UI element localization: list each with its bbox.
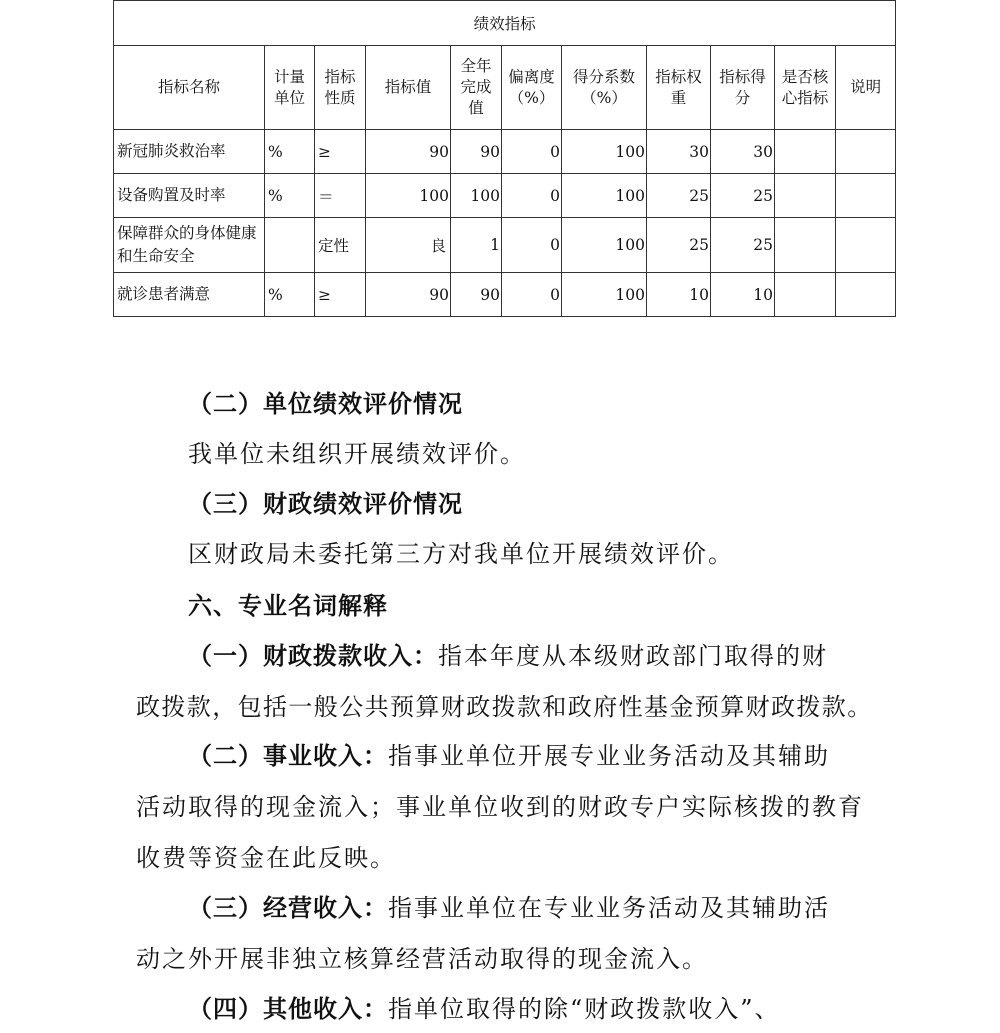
table-row: [114, 174, 896, 218]
header-cell: 指标名称: [114, 46, 265, 130]
actual-cell: 1: [451, 218, 502, 273]
table-title: 绩效指标: [114, 1, 896, 46]
nature-cell: ≥: [315, 273, 366, 317]
weight-cell: 25: [647, 218, 711, 273]
core-cell: [775, 218, 836, 273]
weight-cell: 25: [647, 174, 711, 218]
coefficient-cell: 100: [562, 174, 647, 218]
body-paragraph: 我单位未组织开展绩效评价。: [188, 440, 526, 468]
term-paragraph: [188, 641, 828, 671]
term-label: （二）事业收入：: [188, 742, 388, 770]
section-heading: （二）单位绩效评价情况: [188, 390, 463, 418]
nature-cell: ≥: [315, 130, 366, 174]
term-text: 指本年度从本级财政部门取得的财: [438, 642, 828, 670]
term-label: （一）财政拨款收入：: [188, 642, 438, 670]
target-cell: 90: [366, 130, 451, 174]
header-cell: 说明: [836, 46, 896, 130]
deviation-cell: 0: [502, 130, 562, 174]
score-cell: 10: [711, 273, 775, 317]
core-cell: [775, 130, 836, 174]
score-cell: 30: [711, 130, 775, 174]
term-text: 指事业单位开展专业业务活动及其辅助: [388, 742, 830, 770]
target-cell: 100: [366, 174, 451, 218]
weight-cell: 10: [647, 273, 711, 317]
note-cell: [836, 218, 896, 273]
header-cell: 得分系数（%）: [562, 46, 647, 130]
term-paragraph-cont: 政拨款，包括一般公共预算财政拨款和政府性基金预算财政拨款。: [136, 693, 873, 721]
note-cell: [836, 130, 896, 174]
header-cell: 是否核心指标: [775, 46, 836, 130]
section-heading: （三）财政绩效评价情况: [188, 490, 463, 518]
header-cell: 偏离度（%）: [502, 46, 562, 130]
term-label: （四）其他收入：: [188, 995, 388, 1023]
unit-cell: [265, 218, 315, 273]
table-row: [114, 273, 896, 317]
weight-cell: 30: [647, 130, 711, 174]
header-cell: 指标性质: [315, 46, 366, 130]
coefficient-cell: 100: [562, 218, 647, 273]
chapter-heading: 六、专业名词解释: [188, 592, 388, 620]
unit-cell: %: [265, 273, 315, 317]
term-paragraph: [188, 994, 781, 1024]
note-cell: [836, 273, 896, 317]
note-cell: [836, 174, 896, 218]
actual-cell: 100: [451, 174, 502, 218]
indicator-name-cell: 就诊患者满意: [114, 273, 265, 317]
header-cell: 计量单位: [265, 46, 315, 130]
deviation-cell: 0: [502, 218, 562, 273]
term-text: 指单位取得的除“财政拨款收入”、: [388, 995, 781, 1023]
deviation-cell: 0: [502, 273, 562, 317]
core-cell: [775, 273, 836, 317]
nature-cell: 定性: [315, 218, 366, 273]
indicator-name-cell: 设备购置及时率: [114, 174, 265, 218]
table-row: [114, 218, 896, 273]
target-cell: 良: [366, 218, 451, 273]
table-row: [114, 130, 896, 174]
header-cell: 指标权重: [647, 46, 711, 130]
target-cell: 90: [366, 273, 451, 317]
term-text: 指事业单位在专业业务活动及其辅助活: [388, 894, 830, 922]
term-paragraph: [188, 741, 830, 771]
core-cell: [775, 174, 836, 218]
coefficient-cell: 100: [562, 130, 647, 174]
body-paragraph: 区财政局未委托第三方对我单位开展绩效评价。: [188, 540, 734, 568]
unit-cell: %: [265, 130, 315, 174]
nature-cell: ＝: [315, 174, 366, 218]
table-header-row: [114, 46, 896, 130]
performance-indicator-table: [113, 0, 896, 317]
actual-cell: 90: [451, 273, 502, 317]
term-paragraph: [188, 893, 830, 923]
header-cell: 全年完成值: [451, 46, 502, 130]
deviation-cell: 0: [502, 174, 562, 218]
term-label: （三）经营收入：: [188, 894, 388, 922]
table-title-row: [114, 1, 896, 46]
header-cell: 指标得分: [711, 46, 775, 130]
coefficient-cell: 100: [562, 273, 647, 317]
header-cell: 指标值: [366, 46, 451, 130]
score-cell: 25: [711, 218, 775, 273]
unit-cell: %: [265, 174, 315, 218]
indicator-name-cell: 新冠肺炎救治率: [114, 130, 265, 174]
term-paragraph-cont: 动之外开展非独立核算经营活动取得的现金流入。: [136, 945, 708, 973]
actual-cell: 90: [451, 130, 502, 174]
term-paragraph-cont: 收费等资金在此反映。: [136, 844, 396, 872]
term-paragraph-cont: 活动取得的现金流入；事业单位收到的财政专户实际核拨的教育: [136, 793, 864, 821]
indicator-name-cell: 保障群众的身体健康和生命安全: [114, 218, 265, 273]
score-cell: 25: [711, 174, 775, 218]
